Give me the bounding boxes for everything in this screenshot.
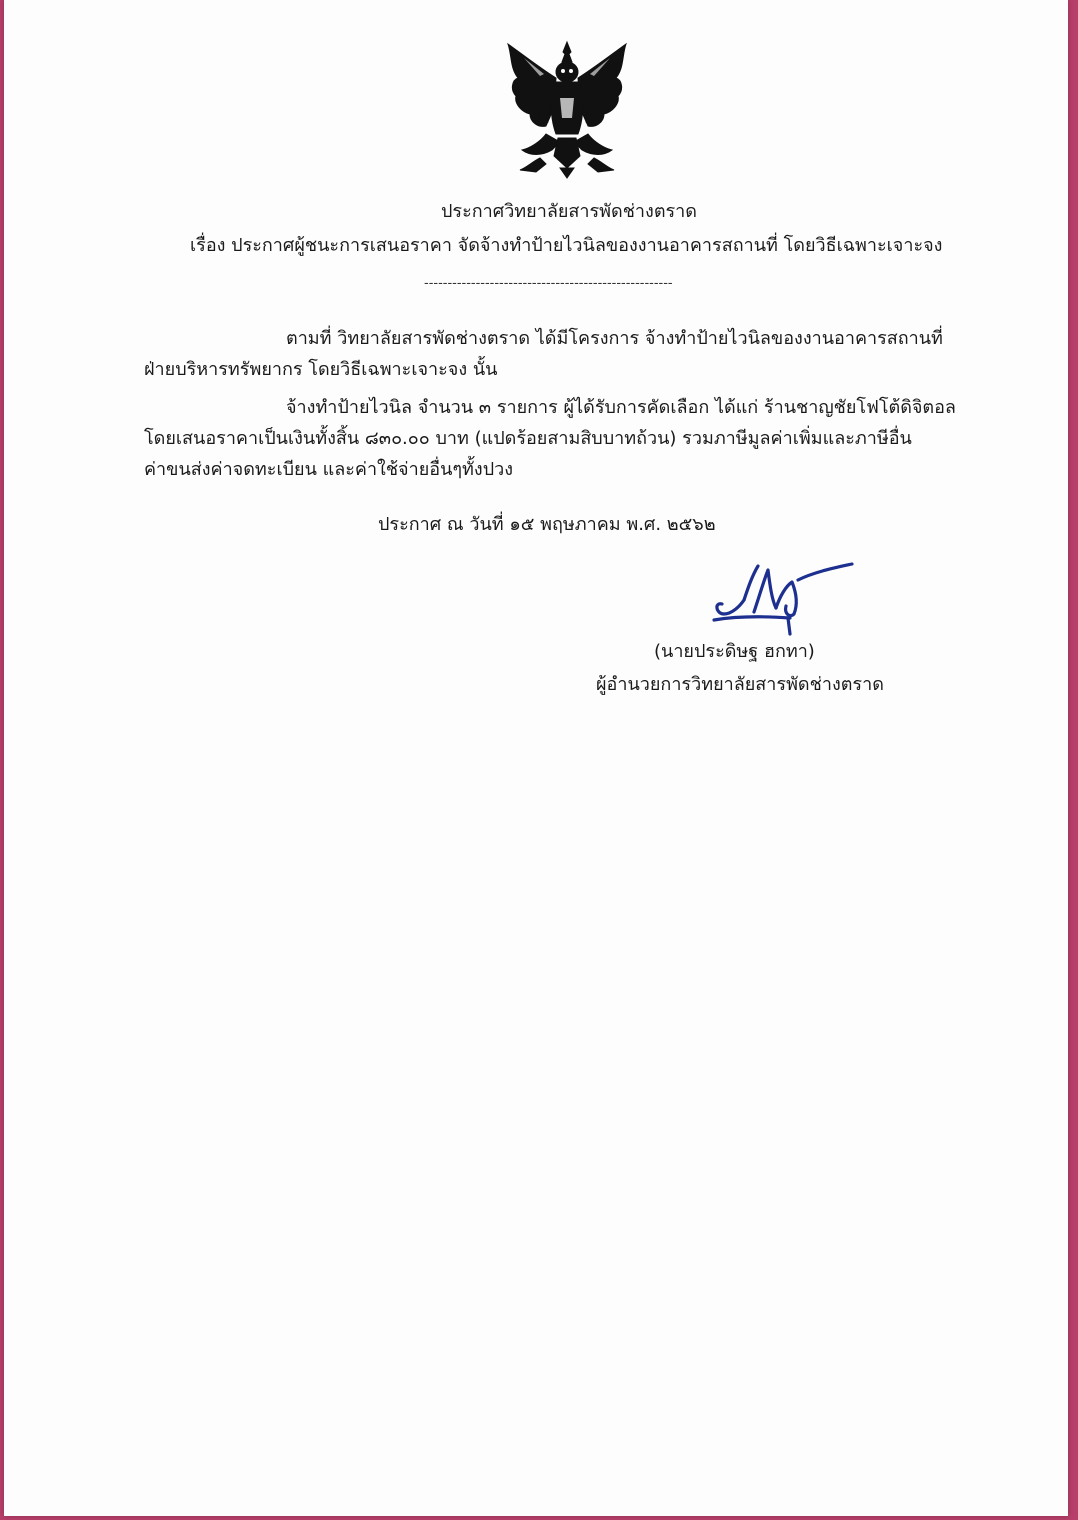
- header-separator: -----------------------------------------------------: [424, 276, 673, 291]
- document-subject: เรื่อง ประกาศผู้ชนะการเสนอราคา จัดจ้างทำป้ายไวนิลของงานอาคารสถานที่ โดยวิธีเฉพาะเจาะจง: [190, 235, 943, 256]
- document-title: ประกาศวิทยาลัยสารพัดช่างตราด: [441, 201, 697, 222]
- signature-icon: [710, 556, 860, 638]
- paragraph-1-line-1: ตามที่ วิทยาลัยสารพัดช่างตราด ได้มีโครงการ จ้างทำป้ายไวนิลของงานอาคารสถานที่: [286, 328, 943, 349]
- document-page: [4, 0, 1068, 1516]
- announcement-date: ประกาศ ณ วันที่ ๑๕ พฤษภาคม พ.ศ. ๒๕๖๒: [378, 514, 716, 535]
- paragraph-1-line-2: ฝ่ายบริหารทรัพยากร โดยวิธีเฉพาะเจาะจง นั้น: [144, 359, 498, 380]
- paragraph-2-line-3: ค่าขนส่งค่าจดทะเบียน และค่าใช้จ่ายอื่นๆทั้งปวง: [144, 459, 514, 480]
- signatory-position: ผู้อำนวยการวิทยาลัยสารพัดช่างตราด: [596, 674, 884, 695]
- signatory-name: (นายประดิษฐ ฮกทา): [654, 641, 815, 662]
- paragraph-2-line-1: จ้างทำป้ายไวนิล จำนวน ๓ รายการ ผู้ได้รับการคัดเลือก ได้แก่ ร้านชาญชัยโฟโต้ดิจิตอล: [286, 397, 956, 418]
- garuda-emblem-icon: [500, 38, 634, 180]
- paragraph-2-line-2: โดยเสนอราคาเป็นเงินทั้งสิ้น ๘๓๐.๐๐ บาท (แปดร้อยสามสิบบาทถ้วน) รวมภาษีมูลค่าเพิ่มและภาษีอื่น: [144, 428, 912, 449]
